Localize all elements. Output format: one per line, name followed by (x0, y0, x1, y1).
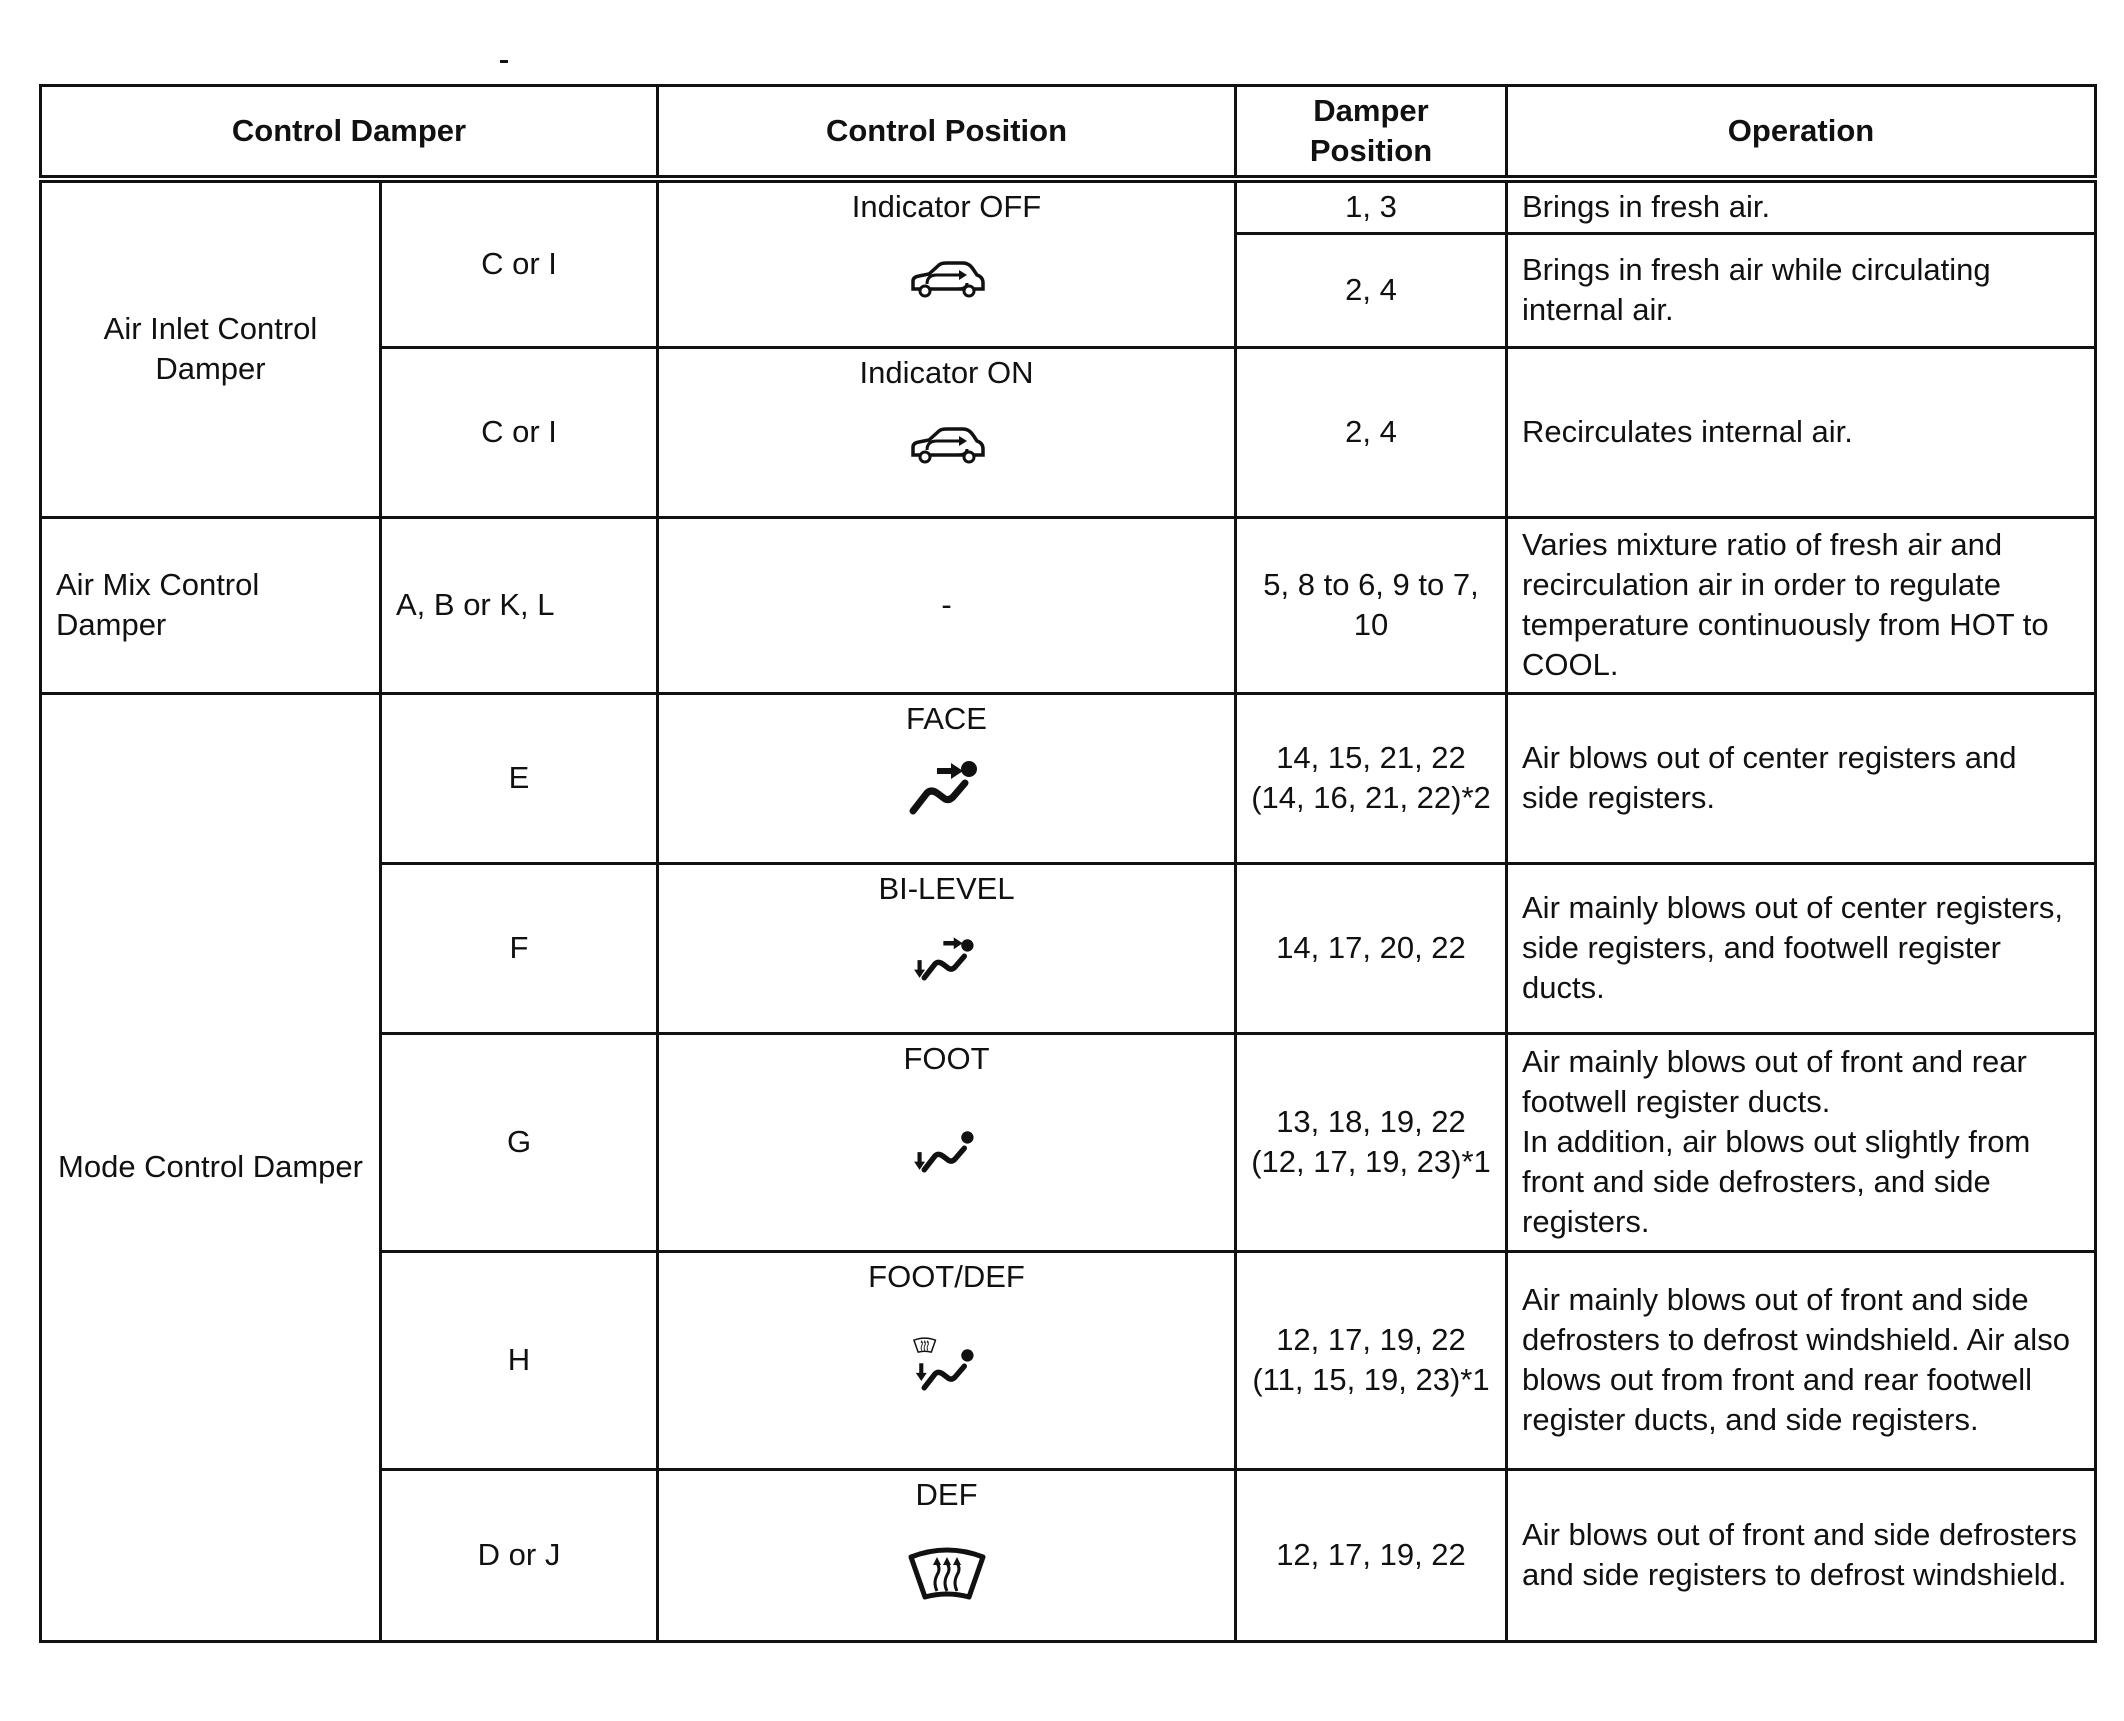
bi-level-mode-icon (907, 927, 987, 987)
foot-mode-icon (907, 1119, 987, 1179)
operation: Brings in fresh air. (1507, 179, 2096, 233)
face-mode-icon (907, 749, 987, 819)
air-mix-damper: Air Mix Control Damper (41, 517, 381, 693)
table-row (41, 517, 2096, 693)
mode-code: D or J (381, 1469, 658, 1641)
header-operation: Operation (1507, 86, 2096, 180)
operation: Air mainly blows out of front and rear footwell register ducts. (1522, 1044, 2027, 1119)
air-mix-code: A, B or K, L (381, 517, 658, 693)
damper-position: 13, 18, 19, 22 (12, 17, 19, 23)*1 (1236, 1033, 1507, 1251)
mode-damper: Mode Control Damper (41, 693, 381, 1641)
damper-position: 14, 17, 20, 22 (1236, 863, 1507, 1033)
mode-position (658, 1251, 1236, 1469)
position-label: BI-LEVEL (878, 870, 1015, 906)
air-inlet-damper: Air Inlet Control Damper (41, 179, 381, 517)
mode-code: H (381, 1251, 658, 1469)
table-row (41, 179, 2096, 233)
operation: Air blows out of center registers and side registers. (1507, 693, 2096, 863)
position-label: Indicator ON (859, 354, 1034, 390)
stray-mark (500, 60, 508, 63)
mode-code: G (381, 1033, 658, 1251)
operation: Recirculates internal air. (1507, 347, 2096, 517)
recirculation-icon (907, 259, 987, 299)
header-damper-position: Damper Position (1236, 86, 1507, 180)
operation-extra: In addition, air blows out slightly from front and side defrosters, and side registers. (1522, 1124, 2031, 1239)
mode-code: E (381, 693, 658, 863)
air-inlet-off-position (658, 179, 1236, 347)
damper-position: 5, 8 to 6, 9 to 7, 10 (1236, 517, 1507, 693)
position-label: FOOT (903, 1040, 990, 1076)
air-inlet-on-code: C or I (381, 347, 658, 517)
position-label: DEF (915, 1476, 978, 1512)
damper-position: 2, 4 (1236, 233, 1507, 347)
damper-position: 12, 17, 19, 22 (11, 15, 19, 23)*1 (1236, 1251, 1507, 1469)
operation: Air mainly blows out of front and side defrosters to defrost windshield. Air also blows out from front and rear footwell register ducts, and side registers. (1507, 1251, 2096, 1469)
damper-operation-table (39, 84, 2097, 1643)
mode-position (658, 693, 1236, 863)
foot-def-mode-icon (907, 1337, 987, 1397)
position-label: FOOT/DEF (868, 1258, 1025, 1294)
header-control-position: Control Position (658, 86, 1236, 180)
position-label: Indicator OFF (851, 189, 1042, 224)
header-row (41, 86, 2096, 180)
mode-position (658, 863, 1236, 1033)
air-inlet-on-position (658, 347, 1236, 517)
table-row (41, 693, 2096, 863)
operation: Air mainly blows out of center registers, side registers, and footwell register ducts. (1507, 863, 2096, 1033)
defrost-mode-icon (907, 1547, 987, 1603)
operation-cell (1507, 1033, 2096, 1251)
operation: Brings in fresh air while circulating internal air. (1507, 233, 2096, 347)
air-inlet-off-code: C or I (381, 179, 658, 347)
mode-code: F (381, 863, 658, 1033)
mode-position (658, 1469, 1236, 1641)
damper-position: 12, 17, 19, 22 (1236, 1469, 1507, 1641)
mode-position (658, 1033, 1236, 1251)
recirculation-icon (907, 425, 987, 465)
air-mix-position: - (658, 517, 1236, 693)
operation: Varies mixture ratio of fresh air and recirculation air in order to regulate temperature continuously from HOT to COOL. (1507, 517, 2096, 693)
damper-position: 14, 15, 21, 22 (14, 16, 21, 22)*2 (1236, 693, 1507, 863)
operation: Air blows out of front and side defrosters and side registers to defrost windshield. (1507, 1469, 2096, 1641)
position-label: FACE (906, 700, 987, 736)
damper-position: 2, 4 (1236, 347, 1507, 517)
damper-position: 1, 3 (1236, 179, 1507, 233)
header-control-damper: Control Damper (41, 86, 658, 180)
